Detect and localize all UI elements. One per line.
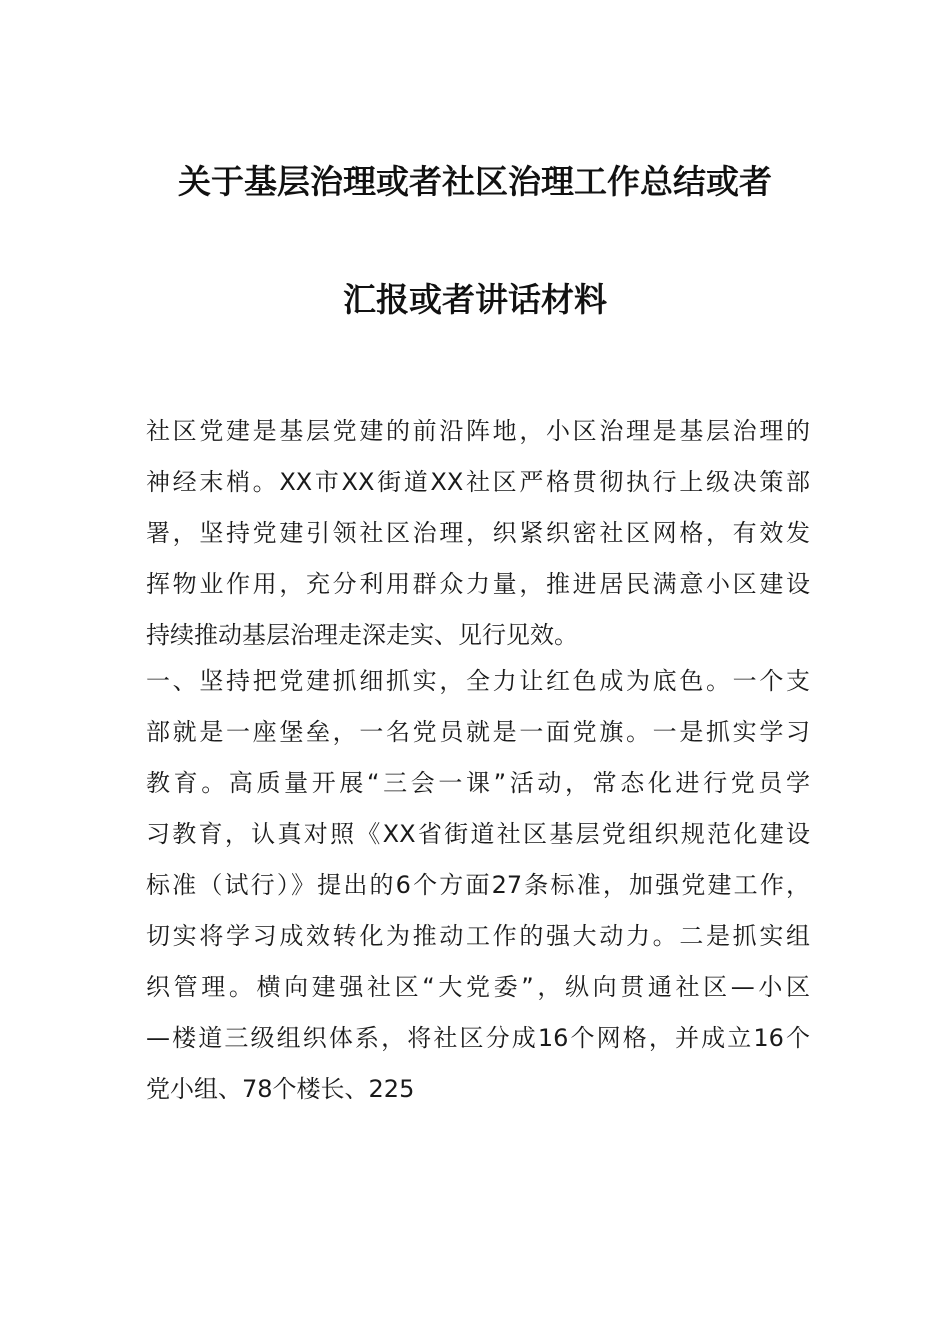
paragraph-line: 署，坚持党建引领社区治理，织紧织密社区网格，有效发 (146, 519, 810, 547)
paragraph-line: 神经末梢。XX市XX街道XX社区严格贯彻执行上级决策部 (146, 468, 810, 496)
paragraph-line: 标准（试行）》提出的6个方面27条标准，加强党建工作， (146, 871, 810, 899)
document-title-line-2: 汇报或者讲话材料 (343, 280, 607, 319)
paragraph-line: 社区党建是基层党建的前沿阵地，小区治理是基层治理的 (146, 417, 810, 445)
paragraph-line: 持续推动基层治理走深走实、见行见效。 (146, 621, 578, 649)
paragraph-line: 教育。高质量开展“三会一课”活动，常态化进行党员学 (146, 769, 810, 797)
paragraph-line: 一、坚持把党建抓细抓实，全力让红色成为底色。一个支 (146, 667, 810, 695)
paragraph-line: 党小组、78个楼长、225 (146, 1075, 415, 1103)
paragraph-line: 挥物业作用，充分利用群众力量，推进居民满意小区建设 (146, 570, 810, 598)
paragraph-intro (146, 406, 810, 661)
paragraph-line: 织管理。横向建强社区“大党委”，纵向贯通社区—小区 (146, 973, 810, 1001)
document-title-line-1: 关于基层治理或者社区治理工作总结或者 (178, 162, 772, 201)
paragraph-section-one (146, 656, 810, 1115)
paragraph-line: 部就是一座堡垒，一名党员就是一面党旗。一是抓实学习 (146, 718, 810, 746)
paragraph-line: 习教育，认真对照《XX省街道社区基层党组织规范化建设 (146, 820, 810, 848)
paragraph-line: 切实将学习成效转化为推动工作的强大动力。二是抓实组 (146, 922, 810, 950)
paragraph-line: —楼道三级组织体系，将社区分成16个网格，并成立16个 (146, 1024, 810, 1052)
